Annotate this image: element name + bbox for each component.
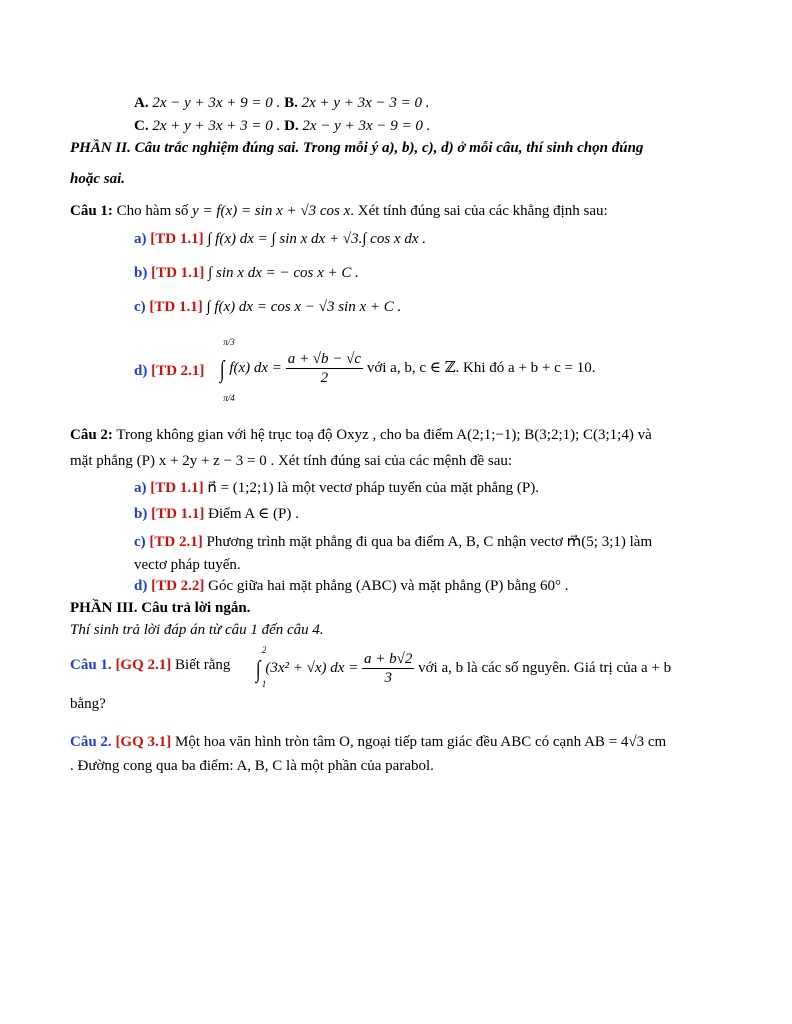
- q1-a-expr: ∫ f(x) dx = ∫ sin x dx + √3.∫ cos x dx .: [207, 231, 426, 247]
- q1-d-tail: với a, b, c ∈ ℤ. Khi đó a + b + c = 10.: [366, 359, 596, 376]
- q1-tail: . Xét tính đúng sai của các khẳng định sau:: [350, 203, 608, 219]
- q1-stem: [70, 202, 608, 220]
- option-d-label: D.: [284, 118, 299, 134]
- q2-d-tag: [TD 2.2]: [151, 578, 205, 594]
- q3-fraction: [362, 650, 414, 687]
- q4-line1: Một hoa văn hình tròn tâm O, ngoại tiếp tam giác đều ABC có cạnh AB = 4√3 cm: [175, 734, 667, 750]
- q1-c-tag: [TD 1.1]: [149, 299, 203, 315]
- q2-item-c: [134, 533, 652, 551]
- q1-c-label: c): [134, 299, 146, 315]
- q1-d-lower-limit: π/4: [223, 393, 235, 403]
- q4-stem: [70, 733, 666, 751]
- q2-a-tag: [TD 1.1]: [150, 480, 204, 496]
- q4-tag: [GQ 3.1]: [115, 734, 172, 750]
- option-b-label: B.: [284, 95, 298, 111]
- option-row-cd: [134, 117, 430, 135]
- q1-b-label: b): [134, 265, 148, 281]
- q3-line2: bằng?: [70, 696, 106, 712]
- q3-lower-limit: 1: [261, 679, 267, 689]
- q1-label: Câu 1:: [70, 203, 113, 219]
- q3-intro: Biết rằng: [175, 657, 231, 673]
- q3-upper-limit: 2: [261, 645, 267, 655]
- q1-d-label: d): [134, 363, 148, 379]
- q1-d-fraction: [286, 350, 363, 387]
- q2-item-d: [134, 577, 568, 595]
- q1-b-tag: [TD 1.1]: [151, 265, 205, 281]
- q2-a-label: a): [134, 480, 147, 496]
- option-a-label: A.: [134, 95, 149, 111]
- option-row-ab: [134, 94, 430, 112]
- q2-b-tag: [TD 1.1]: [151, 506, 205, 522]
- part2-heading-line1: PHẦN II. Câu trắc nghiệm đúng sai. Trong mỗi ý a), b), c), d) ở mỗi câu, thí sinh chọn đúng: [70, 140, 644, 156]
- q2-c-tag: [TD 2.1]: [149, 534, 203, 550]
- q3-integrand: (3x² + √x) dx =: [265, 659, 359, 676]
- q3-tag: [GQ 2.1]: [115, 657, 172, 673]
- q2-item-a: [134, 479, 539, 497]
- q2-line2: mặt phẳng (P) x + 2y + z − 3 = 0 . Xét tính đúng sai của các mệnh đề sau:: [70, 453, 513, 469]
- q1-item-a: [134, 230, 426, 248]
- q1-d-numerator: a + √b − √c: [287, 351, 362, 367]
- q2-line1: Trong không gian với hệ trục toạ độ Oxyz , cho ba điểm A(2;1;−1); B(3;2;1); C(3;1;4) và: [116, 427, 652, 443]
- q2-c-label: c): [134, 534, 146, 550]
- q3-tail: với a, b là các số nguyên. Giá trị của a + b: [418, 659, 672, 676]
- q1-d-upper-limit: π/3: [223, 337, 235, 347]
- part3-subheading: Thí sinh trả lời đáp án từ câu 1 đến câu 4.: [70, 622, 324, 638]
- q1-item-d: [134, 362, 204, 380]
- q4-line2: . Đường cong qua ba điểm: A, B, C là một phần của parabol.: [70, 758, 434, 774]
- integral-sign-icon: ∫: [219, 356, 225, 383]
- q1-d-denominator: 2: [320, 370, 329, 386]
- q2-label: Câu 2:: [70, 427, 113, 443]
- q1-function: y = f(x) = sin x + √3 cos x: [192, 203, 351, 219]
- q2-b-label: b): [134, 506, 148, 522]
- q1-d-integrand: f(x) dx =: [229, 359, 282, 376]
- q1-intro: Cho hàm số: [116, 203, 189, 219]
- q2-stem-line1: [70, 426, 652, 444]
- option-b-text: 2x + y + 3x − 3 = 0 .: [301, 95, 430, 111]
- q1-d-expression: [219, 350, 595, 387]
- q2-c-text2: vectơ pháp tuyến.: [134, 557, 241, 573]
- q2-d-label: d): [134, 578, 148, 594]
- q3-numerator: a + b√2: [364, 651, 413, 667]
- q2-item-b: [134, 505, 299, 523]
- q1-b-expr: ∫ sin x dx = − cos x + C .: [208, 265, 359, 281]
- integral-sign-icon: ∫: [255, 656, 261, 683]
- option-d-text: 2x − y + 3x − 9 = 0 .: [302, 118, 431, 134]
- q3-denominator: 3: [384, 670, 392, 686]
- option-a-text: 2x − y + 3x + 9 = 0 .: [152, 95, 281, 111]
- q4-label: Câu 2.: [70, 734, 112, 750]
- part2-heading-line2: hoặc sai.: [70, 171, 126, 187]
- option-c-label: C.: [134, 118, 149, 134]
- q1-a-label: a): [134, 231, 147, 247]
- q3-label: Câu 1.: [70, 657, 112, 673]
- part3-heading: PHẦN III. Câu trả lời ngắn.: [70, 600, 251, 616]
- q2-d-text: Góc giữa hai mặt phẳng (ABC) và mặt phẳng (P) bằng 60° .: [208, 578, 569, 594]
- q2-a-text: n⃗ = (1;2;1) là một vectơ pháp tuyến của mặt phẳng (P).: [207, 480, 539, 496]
- q2-b-text: Điểm A ∈ (P) .: [208, 506, 299, 522]
- q3-expression: [255, 650, 671, 687]
- q1-d-tag: [TD 2.1]: [151, 363, 205, 379]
- q1-c-expr: ∫ f(x) dx = cos x − √3 sin x + C .: [206, 299, 402, 315]
- q2-c-text: Phương trình mặt phẳng đi qua ba điểm A, B, C nhận vectơ m⃗(5; 3;1) làm: [206, 534, 653, 550]
- q3-stem: [70, 656, 230, 674]
- q1-item-c: [134, 298, 401, 316]
- option-c-text: 2x + y + 3x + 3 = 0 .: [152, 118, 281, 134]
- q1-item-b: [134, 264, 359, 282]
- q1-a-tag: [TD 1.1]: [150, 231, 204, 247]
